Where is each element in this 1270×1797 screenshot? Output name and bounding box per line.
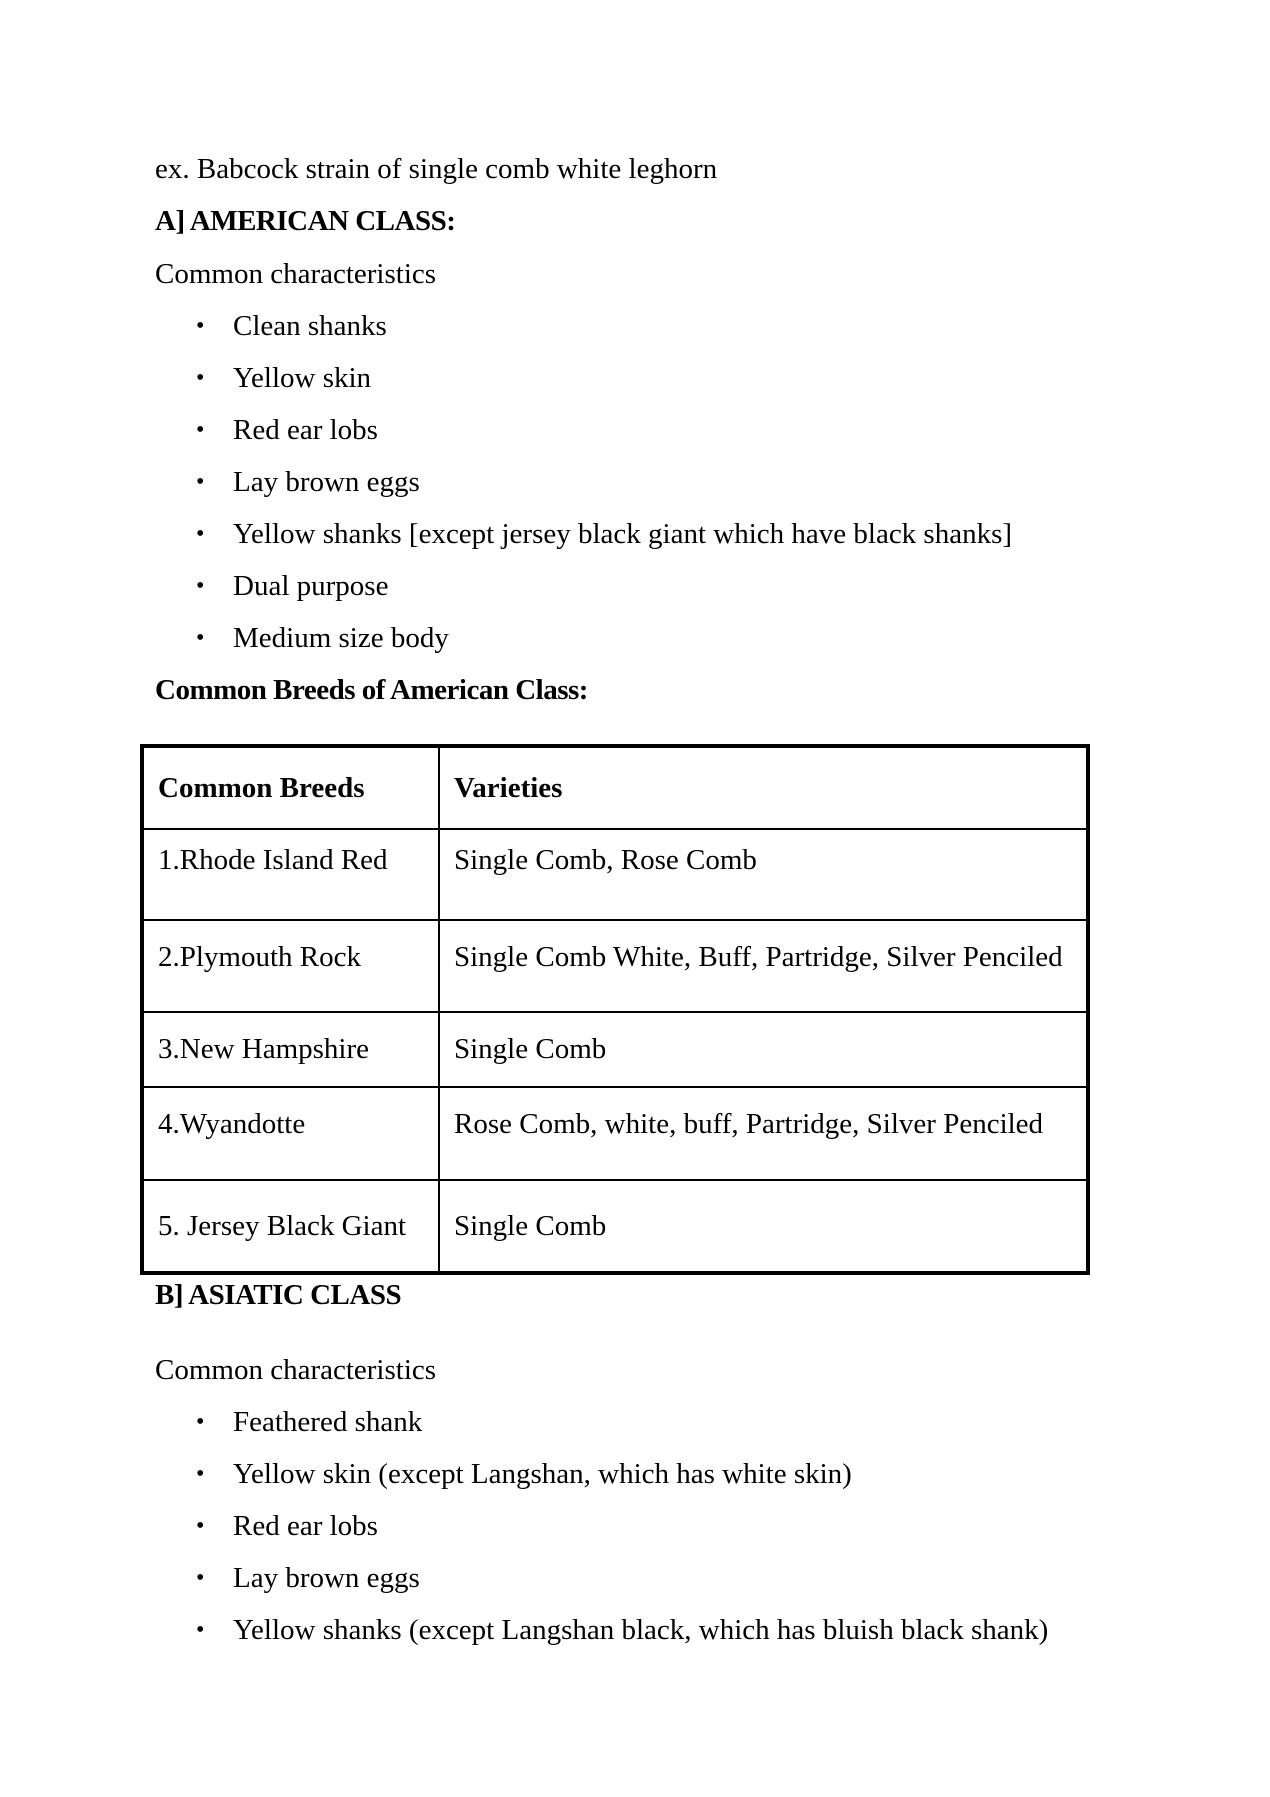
american-breeds-table — [140, 744, 1090, 1275]
table-row — [142, 1087, 1088, 1180]
list-item-text: Medium size body — [233, 622, 449, 654]
list-item-text: Dual purpose — [233, 570, 389, 602]
breed-cell: 2.Plymouth Rock — [142, 920, 439, 1012]
list-item — [155, 568, 1012, 620]
list-item-text: Feathered shank — [233, 1406, 423, 1438]
bullet-icon: • — [196, 469, 205, 495]
list-item — [155, 1612, 1048, 1664]
american-characteristics-label: Common characteristics — [155, 258, 437, 290]
table-row — [142, 1180, 1088, 1273]
american-characteristics-list — [155, 308, 1012, 672]
breed-cell: 4.Wyandotte — [142, 1087, 439, 1180]
bullet-icon: • — [196, 365, 205, 391]
list-item — [155, 1560, 1048, 1612]
list-item — [155, 516, 1012, 568]
column-header-breeds: Common Breeds — [142, 746, 439, 829]
asiatic-class-heading: B] ASIATIC CLASS — [155, 1279, 402, 1311]
breed-cell: 1.Rhode Island Red — [142, 829, 439, 920]
bullet-icon: • — [196, 521, 205, 547]
bullet-icon: • — [196, 1617, 205, 1643]
variety-cell: Single Comb — [439, 1180, 1088, 1273]
asiatic-characteristics-label: Common characteristics — [155, 1354, 437, 1386]
bullet-icon: • — [196, 625, 205, 651]
bullet-icon: • — [196, 417, 205, 443]
list-item-text: Yellow shanks [except jersey black giant which have black shanks] — [233, 518, 1013, 550]
intro-text: ex. Babcock strain of single comb white leghorn — [155, 153, 718, 185]
bullet-icon: • — [196, 1461, 205, 1487]
variety-cell: Single Comb White, Buff, Partridge, Silver Penciled — [439, 920, 1088, 1012]
list-item — [155, 464, 1012, 516]
bullet-icon: • — [196, 313, 205, 339]
table-row — [142, 1012, 1088, 1087]
table-row — [142, 829, 1088, 920]
variety-cell: Rose Comb, white, buff, Partridge, Silver Penciled — [439, 1087, 1088, 1180]
asiatic-characteristics-list — [155, 1404, 1048, 1664]
list-item-text: Lay brown eggs — [233, 1562, 420, 1594]
list-item-text: Lay brown eggs — [233, 466, 420, 498]
list-item-text: Yellow skin (except Langshan, which has white skin) — [233, 1458, 852, 1490]
bullet-icon: • — [196, 1565, 205, 1591]
list-item — [155, 1456, 1048, 1508]
list-item — [155, 620, 1012, 672]
breed-cell: 5. Jersey Black Giant — [142, 1180, 439, 1273]
list-item — [155, 308, 1012, 360]
list-item-text: Red ear lobs — [233, 414, 378, 446]
list-item-text: Yellow shanks (except Langshan black, which has bluish black shank) — [233, 1614, 1049, 1646]
variety-cell: Single Comb — [439, 1012, 1088, 1087]
list-item-text: Yellow skin — [233, 362, 372, 394]
table-header-row — [142, 746, 1088, 829]
list-item-text: Red ear lobs — [233, 1510, 378, 1542]
bullet-icon: • — [196, 1513, 205, 1539]
list-item-text: Clean shanks — [233, 310, 387, 342]
variety-cell: Single Comb, Rose Comb — [439, 829, 1088, 920]
list-item — [155, 1508, 1048, 1560]
table-row — [142, 920, 1088, 1012]
american-class-heading: A] AMERICAN CLASS: — [155, 205, 456, 237]
list-item — [155, 1404, 1048, 1456]
column-header-varieties: Varieties — [439, 746, 1088, 829]
bullet-icon: • — [196, 1409, 205, 1435]
list-item — [155, 360, 1012, 412]
list-item — [155, 412, 1012, 464]
american-breeds-heading: Common Breeds of American Class: — [155, 674, 588, 706]
breed-cell: 3.New Hampshire — [142, 1012, 439, 1087]
bullet-icon: • — [196, 573, 205, 599]
